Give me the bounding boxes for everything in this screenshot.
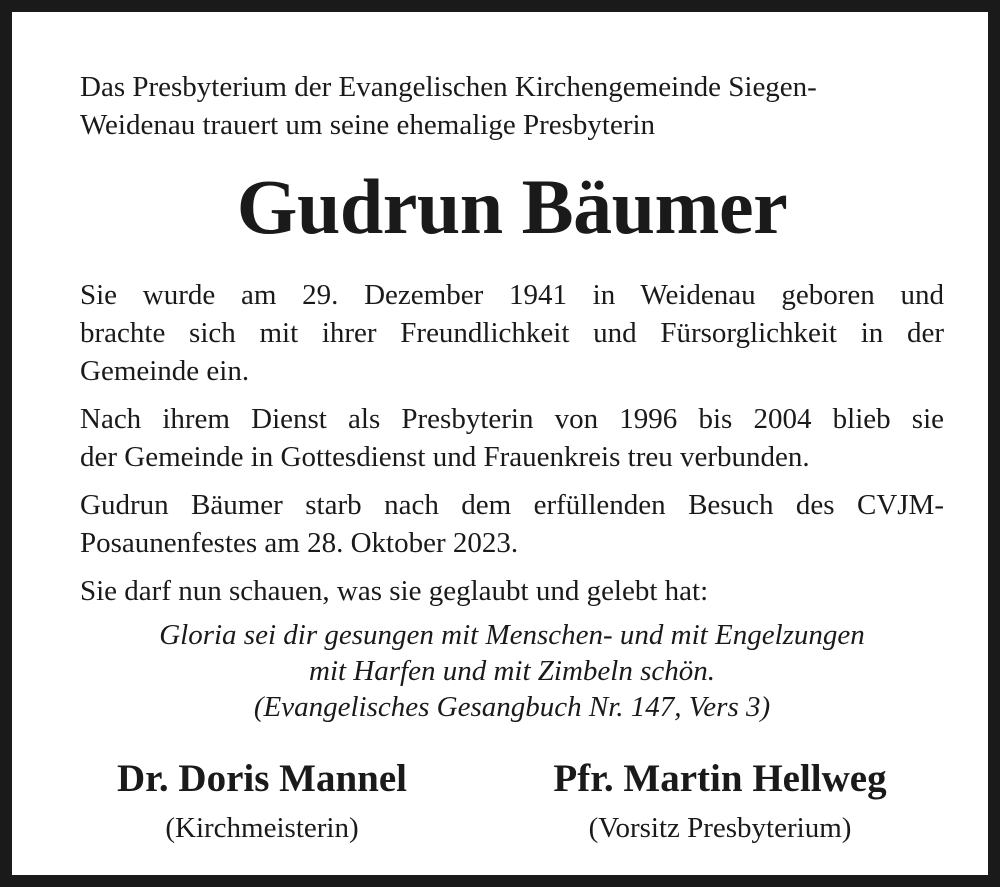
paragraph-birth-line-2: brachte sich mit ihrer Freundlichkeit und Fürsorglichkeit in der: [80, 317, 944, 349]
intro-line-2: Weidenau trauert um seine ehemalige Presbyterin: [80, 109, 656, 141]
signature-role: (Kirchmeisterin): [165, 812, 359, 844]
paragraph-birth-line-3: Gemeinde ein.: [80, 355, 250, 387]
hymn-quote-line-1: Gloria sei dir gesungen mit Menschen- und mit Engelzungen: [159, 619, 865, 651]
paragraph-faith: [80, 572, 944, 610]
hymn-quote-source: (Evangelisches Gesangbuch Nr. 147, Vers 3): [253, 691, 771, 723]
paragraph-service-line-1: Nach ihrem Dienst als Presbyterin von 1996 bis 2004 blieb sie: [80, 403, 944, 435]
hymn-quote: [12, 617, 1000, 725]
paragraph-death-line-2: Posaunenfestes am 28. Oktober 2023.: [80, 527, 519, 559]
paragraph-faith-line-1: Sie darf nun schauen, was sie geglaubt und gelebt hat:: [80, 575, 709, 607]
intro-line-1: Das Presbyterium der Evangelischen Kirchengemeinde Siegen-: [80, 71, 817, 103]
signature-name: Pfr. Martin Hellweg: [553, 757, 887, 800]
paragraph-service: [80, 400, 944, 476]
deceased-name: Gudrun Bäumer: [236, 163, 788, 250]
signature-role: (Vorsitz Presbyterium): [588, 812, 852, 844]
paragraph-birth: [80, 276, 944, 390]
obituary-body: [80, 276, 944, 620]
signature-kirchmeisterin: [52, 754, 472, 848]
intro-text: [80, 68, 944, 144]
hymn-quote-line-2: mit Harfen und mit Zimbeln schön.: [309, 655, 715, 687]
signature-pfarrer: [510, 754, 930, 848]
paragraph-birth-line-1: Sie wurde am 29. Dezember 1941 in Weidenau geboren und: [80, 279, 944, 311]
paragraph-service-line-2: der Gemeinde in Gottesdienst und Frauenkreis treu verbunden.: [80, 441, 810, 473]
paragraph-death: [80, 486, 944, 562]
paragraph-death-line-1: Gudrun Bäumer starb nach dem erfüllenden Besuch des CVJM-: [80, 489, 944, 521]
signature-name: Dr. Doris Mannel: [117, 757, 407, 800]
